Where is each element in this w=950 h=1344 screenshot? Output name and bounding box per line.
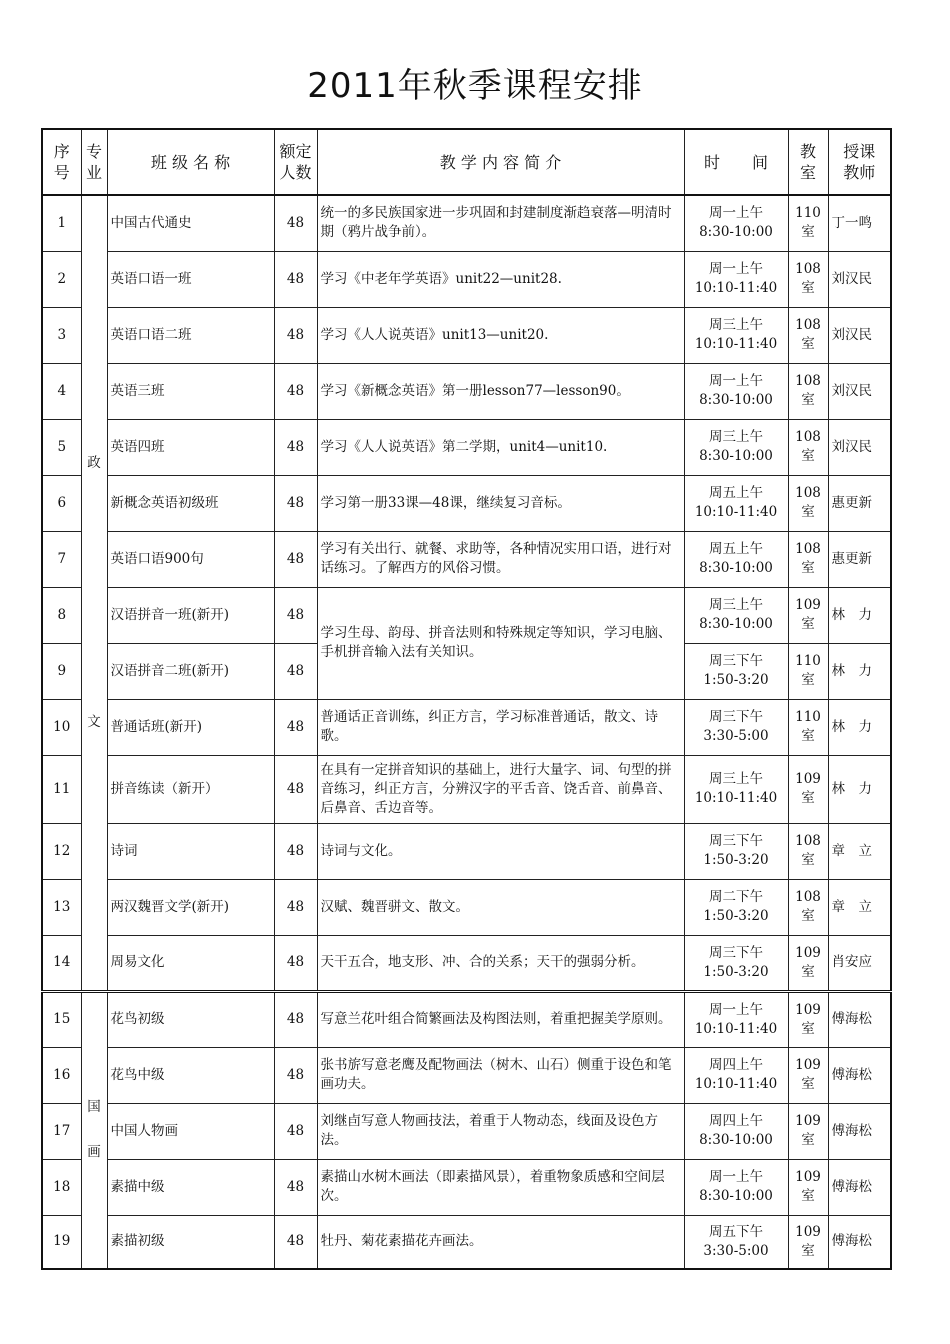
- room-unit: 室: [801, 1020, 815, 1037]
- time-cell: [684, 643, 788, 699]
- row-number: 7: [42, 531, 81, 587]
- room-cell: [788, 531, 828, 587]
- time-day: 周三下午: [709, 944, 763, 961]
- content-description: 学习《新概念英语》第一册lesson77—lesson90。: [317, 363, 684, 419]
- teacher: 刘汉民: [828, 419, 891, 475]
- time-hours: 8:30-10:00: [699, 560, 773, 576]
- quota: 48: [274, 935, 317, 991]
- teacher: 刘汉民: [828, 251, 891, 307]
- time-day: 周三上午: [709, 771, 763, 787]
- class-name: 花鸟中级: [107, 1047, 274, 1103]
- time-cell: [684, 531, 788, 587]
- teacher: 傅海松: [828, 1215, 891, 1269]
- teacher: 林 力: [828, 587, 891, 643]
- content-description: 写意兰花叶组合简繁画法及构图法则，着重把握美学原则。: [317, 991, 684, 1047]
- time-hours: 3:30-5:00: [703, 1242, 769, 1259]
- room-unit: 室: [801, 672, 815, 688]
- room-cell: [788, 1215, 828, 1269]
- time-day: 周一上午: [709, 261, 763, 277]
- time-cell: [684, 755, 788, 823]
- table-row: [42, 1047, 891, 1103]
- header-quota: 额定 人数: [274, 129, 317, 195]
- time-day: 周三下午: [709, 653, 763, 669]
- table-row: [42, 195, 891, 251]
- room-unit: 室: [801, 336, 815, 352]
- class-name: 花鸟初级: [107, 991, 274, 1047]
- time-hours: 10:10-11:40: [694, 790, 778, 806]
- quota: 48: [274, 1047, 317, 1103]
- content-description: 普通话正音训练，纠正方言，学习标准普通话，散文、诗歌。: [317, 699, 684, 755]
- room-number: 108: [795, 429, 821, 445]
- teacher: 刘汉民: [828, 363, 891, 419]
- time-cell: [684, 823, 788, 879]
- header-no: 序 号: [42, 129, 81, 195]
- row-number: 13: [42, 879, 81, 935]
- content-description: 在具有一定拼音知识的基础上，进行大量字、词、句型的拼音练习，纠正方言，分辨汉字的平舌音、饶舌音、前鼻音、后鼻音、舌边音等。: [317, 755, 684, 823]
- time-day: 周四上午: [709, 1113, 763, 1129]
- time-hours: 8:30-10:00: [699, 392, 773, 408]
- table-row: [42, 1159, 891, 1215]
- teacher: 林 力: [828, 699, 891, 755]
- room-unit: 室: [801, 560, 815, 576]
- time-day: 周一上午: [709, 205, 763, 222]
- content-description: 学习生母、韵母、拼音法则和特殊规定等知识，学习电脑、手机拼音输入法有关知识。: [317, 587, 684, 699]
- teacher: 林 力: [828, 643, 891, 699]
- time-cell: [684, 419, 788, 475]
- header-content: 教 学 内 容 简 介: [317, 129, 684, 195]
- row-number: 6: [42, 475, 81, 531]
- time-cell: [684, 1047, 788, 1103]
- header-row: [42, 129, 891, 195]
- room-number: 110: [795, 709, 821, 725]
- row-number: 14: [42, 935, 81, 991]
- teacher: 傅海松: [828, 1047, 891, 1103]
- room-unit: 室: [801, 504, 815, 520]
- room-cell: [788, 879, 828, 935]
- content-description: 刘继卣写意人物画技法，着重于人物动态，线面及设色方法。: [317, 1103, 684, 1159]
- time-day: 周三上午: [709, 429, 763, 445]
- time-day: 周五下午: [709, 1223, 763, 1240]
- quota: 48: [274, 307, 317, 363]
- room-unit: 室: [801, 280, 815, 296]
- teacher: 惠更新: [828, 531, 891, 587]
- major-char: 画: [87, 1144, 101, 1161]
- time-cell: [684, 307, 788, 363]
- row-number: 8: [42, 587, 81, 643]
- room-cell: [788, 823, 828, 879]
- time-hours: 1:50-3:20: [703, 672, 769, 688]
- page-title: 2011年秋季课程安排: [307, 66, 643, 106]
- row-number: 17: [42, 1103, 81, 1159]
- room-unit: 室: [801, 392, 815, 408]
- row-number: 3: [42, 307, 81, 363]
- table-row: [42, 531, 891, 587]
- room-cell: [788, 755, 828, 823]
- time-cell: [684, 475, 788, 531]
- time-hours: 10:10-11:40: [694, 504, 778, 520]
- content-description: 牡丹、菊花素描花卉画法。: [317, 1215, 684, 1269]
- time-hours: 8:30-10:00: [699, 448, 773, 464]
- time-hours: 8:30-10:00: [699, 224, 773, 241]
- content-description: 学习《人人说英语》unit13—unit20.: [317, 307, 684, 363]
- time-day: 周一上午: [709, 1001, 763, 1018]
- time-hours: 10:10-11:40: [694, 1020, 778, 1037]
- teacher: 肖安应: [828, 935, 891, 991]
- time-cell: [684, 251, 788, 307]
- time-cell: [684, 1215, 788, 1269]
- class-name: 英语口语一班: [107, 251, 274, 307]
- time-cell: [684, 587, 788, 643]
- major-cell-guo: [81, 991, 107, 1269]
- table-row: [42, 419, 891, 475]
- quota: 48: [274, 643, 317, 699]
- room-number: 108: [795, 833, 821, 849]
- class-name: 两汉魏晋文学(新开): [107, 879, 274, 935]
- class-name: 英语三班: [107, 363, 274, 419]
- teacher: 章 立: [828, 823, 891, 879]
- time-cell: [684, 363, 788, 419]
- quota: 48: [274, 531, 317, 587]
- header-room: 教 室: [788, 129, 828, 195]
- header-major: 专 业: [81, 129, 107, 195]
- room-number: 109: [795, 1169, 821, 1185]
- class-name: 中国人物画: [107, 1103, 274, 1159]
- room-number: 108: [795, 889, 821, 905]
- class-name: 英语四班: [107, 419, 274, 475]
- room-number: 109: [795, 771, 821, 787]
- header-teacher: 授课 教师: [828, 129, 891, 195]
- table-row: [42, 1215, 891, 1269]
- row-number: 9: [42, 643, 81, 699]
- row-number: 12: [42, 823, 81, 879]
- row-number: 16: [42, 1047, 81, 1103]
- row-number: 15: [42, 991, 81, 1047]
- class-name: 英语口语900句: [107, 531, 274, 587]
- room-unit: 室: [801, 1132, 815, 1148]
- quota: 48: [274, 1103, 317, 1159]
- time-hours: 1:50-3:20: [703, 908, 769, 924]
- teacher: 章 立: [828, 879, 891, 935]
- row-number: 18: [42, 1159, 81, 1215]
- time-cell: [684, 1159, 788, 1215]
- room-unit: 室: [801, 1242, 815, 1259]
- teacher: 傅海松: [828, 1159, 891, 1215]
- time-hours: 1:50-3:20: [703, 963, 769, 980]
- content-description: 学习有关出行、就餐、求助等，各种情况实用口语，进行对话练习。了解西方的风俗习惯。: [317, 531, 684, 587]
- quota: 48: [274, 251, 317, 307]
- quota: 48: [274, 879, 317, 935]
- class-name: 素描中级: [107, 1159, 274, 1215]
- header-class-name: 班 级 名 称: [107, 129, 274, 195]
- time-hours: 8:30-10:00: [699, 1188, 773, 1204]
- content-description: 天干五合，地支形、冲、合的关系；天干的强弱分析。: [317, 935, 684, 991]
- time-cell: [684, 195, 788, 251]
- schedule-table: [41, 128, 892, 1270]
- room-cell: [788, 643, 828, 699]
- content-description: 诗词与文化。: [317, 823, 684, 879]
- room-number: 109: [795, 1223, 821, 1240]
- time-hours: 10:10-11:40: [694, 336, 778, 352]
- time-hours: 10:10-11:40: [694, 1076, 778, 1092]
- class-name: 汉语拼音二班(新开): [107, 643, 274, 699]
- table-row: [42, 251, 891, 307]
- quota: 48: [274, 991, 317, 1047]
- room-unit: 室: [801, 616, 815, 632]
- room-number: 108: [795, 261, 821, 277]
- room-unit: 室: [801, 963, 815, 980]
- time-cell: [684, 1103, 788, 1159]
- time-day: 周二下午: [709, 889, 763, 905]
- table-row: [42, 307, 891, 363]
- time-day: 周三上午: [709, 317, 763, 333]
- table-row: [42, 879, 891, 935]
- row-number: 4: [42, 363, 81, 419]
- room-number: 109: [795, 1057, 821, 1073]
- room-number: 110: [795, 205, 821, 222]
- room-cell: [788, 991, 828, 1047]
- quota: 48: [274, 755, 317, 823]
- room-cell: [788, 363, 828, 419]
- content-description: 汉赋、魏晋骈文、散文。: [317, 879, 684, 935]
- room-number: 109: [795, 1001, 821, 1018]
- row-number: 19: [42, 1215, 81, 1269]
- room-cell: [788, 195, 828, 251]
- quota: 48: [274, 419, 317, 475]
- room-cell: [788, 587, 828, 643]
- content-description: 学习《人人说英语》第二学期，unit4—unit10.: [317, 419, 684, 475]
- quota: 48: [274, 699, 317, 755]
- room-unit: 室: [801, 1188, 815, 1204]
- room-number: 108: [795, 541, 821, 557]
- room-unit: 室: [801, 448, 815, 464]
- time-day: 周一上午: [709, 373, 763, 389]
- class-name: 拼音练读（新开）: [107, 755, 274, 823]
- room-number: 108: [795, 373, 821, 389]
- class-name: 周易文化: [107, 935, 274, 991]
- row-number: 2: [42, 251, 81, 307]
- table-row: [42, 991, 891, 1047]
- time-day: 周三下午: [709, 709, 763, 725]
- major-char: 文: [87, 713, 101, 730]
- time-day: 周五上午: [709, 485, 763, 501]
- time-hours: 10:10-11:40: [694, 280, 778, 296]
- quota: 48: [274, 587, 317, 643]
- time-hours: 8:30-10:00: [699, 616, 773, 632]
- table-row: [42, 475, 891, 531]
- teacher: 傅海松: [828, 1103, 891, 1159]
- content-description: 统一的多民族国家进一步巩固和封建制度渐趋衰落—明清时期（鸦片战争前）。: [317, 195, 684, 251]
- class-name: 英语口语二班: [107, 307, 274, 363]
- room-number: 109: [795, 944, 821, 961]
- row-number: 10: [42, 699, 81, 755]
- content-description: 学习《中老年学英语》unit22—unit28.: [317, 251, 684, 307]
- class-name: 普通话班(新开): [107, 699, 274, 755]
- content-description: 张书旂写意老鹰及配物画法（树木、山石）侧重于设色和笔画功夫。: [317, 1047, 684, 1103]
- teacher: 林 力: [828, 755, 891, 823]
- row-number: 5: [42, 419, 81, 475]
- row-number: 11: [42, 755, 81, 823]
- table-row: [42, 755, 891, 823]
- room-cell: [788, 1103, 828, 1159]
- class-name: 中国古代通史: [107, 195, 274, 251]
- time-day: 周四上午: [709, 1057, 763, 1073]
- room-cell: [788, 307, 828, 363]
- time-day: 周一上午: [709, 1169, 763, 1185]
- time-cell: [684, 879, 788, 935]
- teacher: 刘汉民: [828, 307, 891, 363]
- table-row: [42, 823, 891, 879]
- time-cell: [684, 699, 788, 755]
- table-row: [42, 587, 891, 643]
- time-cell: [684, 991, 788, 1047]
- table-row: [42, 699, 891, 755]
- room-unit: 室: [801, 790, 815, 806]
- major-cell-wen: [81, 195, 107, 991]
- room-number: 109: [795, 1113, 821, 1129]
- class-name: 素描初级: [107, 1215, 274, 1269]
- time-day: 周三下午: [709, 833, 763, 849]
- teacher: 傅海松: [828, 991, 891, 1047]
- teacher: 丁一鸣: [828, 195, 891, 251]
- room-unit: 室: [801, 1076, 815, 1092]
- quota: 48: [274, 195, 317, 251]
- room-cell: [788, 1159, 828, 1215]
- room-cell: [788, 1047, 828, 1103]
- content-description: 学习第一册33课—48课，继续复习音标。: [317, 475, 684, 531]
- quota: 48: [274, 475, 317, 531]
- room-cell: [788, 475, 828, 531]
- table-row: [42, 363, 891, 419]
- time-day: 周五上午: [709, 541, 763, 557]
- major-char: 国: [87, 1099, 101, 1116]
- room-unit: 室: [801, 908, 815, 924]
- time-hours: 3:30-5:00: [703, 728, 769, 744]
- time-hours: 1:50-3:20: [703, 852, 769, 868]
- content-description: 素描山水树木画法（即素描风景），着重物象质感和空间层次。: [317, 1159, 684, 1215]
- row-number: 1: [42, 195, 81, 251]
- room-number: 108: [795, 485, 821, 501]
- header-time: 时 间: [684, 129, 788, 195]
- room-number: 110: [795, 653, 821, 669]
- class-name: 诗词: [107, 823, 274, 879]
- room-number: 109: [795, 597, 821, 613]
- room-cell: [788, 935, 828, 991]
- teacher: 惠更新: [828, 475, 891, 531]
- table-row: [42, 1103, 891, 1159]
- quota: 48: [274, 1159, 317, 1215]
- room-unit: 室: [801, 728, 815, 744]
- time-day: 周三上午: [709, 597, 763, 613]
- room-cell: [788, 699, 828, 755]
- quota: 48: [274, 823, 317, 879]
- class-name: 汉语拼音一班(新开): [107, 587, 274, 643]
- room-cell: [788, 251, 828, 307]
- quota: 48: [274, 1215, 317, 1269]
- table-row: [42, 935, 891, 991]
- room-cell: [788, 419, 828, 475]
- major-char: 政: [87, 454, 101, 471]
- time-hours: 8:30-10:00: [699, 1132, 773, 1148]
- room-unit: 室: [801, 852, 815, 868]
- class-name: 新概念英语初级班: [107, 475, 274, 531]
- room-number: 108: [795, 317, 821, 333]
- room-unit: 室: [801, 224, 815, 241]
- time-cell: [684, 935, 788, 991]
- quota: 48: [274, 363, 317, 419]
